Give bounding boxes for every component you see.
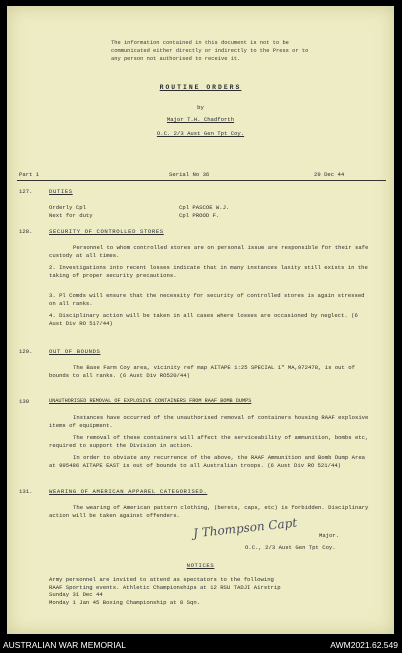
section-131-number: 131.: [19, 488, 33, 495]
archive-footer: [0, 637, 402, 653]
section-128-para-3: 3. Pl Comds will ensure that the necessity for security of controlled stores is again stressed on all ranks.: [49, 292, 365, 307]
archive-reference: AWM2021.62.549: [330, 640, 398, 650]
section-127-number: 127.: [19, 188, 33, 195]
section-130-para-3: In order to obviate any recurrence of the above, the RAAF Ammunition and Bomb Dump Area at 995486 AITAPE EAST is out of bounds to all Australian troops. (6 Aust Div RO 521/44): [49, 454, 366, 469]
section-128-number: 128.: [19, 228, 33, 235]
section-131-heading-text-2: CATEGORISED.: [159, 488, 208, 495]
notices-line-2: RAAF Sporting events. Athletic Championships at 12 RSU TADJI Airstrip: [49, 584, 281, 591]
handwritten-signature: J Thompson Capt: [192, 515, 298, 541]
header-divider: [17, 180, 386, 181]
unit-name: O.C. 2/3 Aust Gen Tpt Coy.: [156, 130, 245, 137]
duty-value-1: Cpl PASCOE W.J.: [179, 204, 230, 211]
notices-line-1: Army personnel are invited to attend as spectators to the following: [49, 576, 274, 583]
duty-value-2: Cpl PROOD F.: [179, 212, 220, 219]
officer-name: Major T.H. Chadforth: [166, 116, 235, 123]
part-label: Part 1: [19, 171, 40, 178]
section-129-para-1: The Base Farm Coy area, vicinity ref map AITAPE 1:25 SPECIAL 1" MA,972478, is out of bounds to all ranks. (6 Aust Div RO520/44): [49, 364, 355, 379]
section-128-para-4: 4. Disciplinary action will be taken in all cases where losses are occasioned by neglect. (6 Aust Div RO 517/44): [49, 312, 358, 327]
archive-name: AUSTRALIAN WAR MEMORIAL: [3, 640, 126, 650]
section-129-number: 129.: [19, 348, 33, 355]
serial-number: Serial No 36: [169, 171, 210, 178]
signature-rank: Major.: [319, 532, 340, 539]
section-130-heading: UNAUTHORISED REMOVAL OF EXPLOSIVE CONTAINERS FROM RAAF BOMB DUMPS: [49, 398, 252, 404]
section-130-para-1: Instances have occurred of the unauthorised removal of containers housing RAAF explosive items of equipment.: [49, 414, 369, 429]
section-128-para-2: 2. Investigations into recent losses indicate that in many instances laxity still exists in the taking of proper security precautions.: [49, 264, 368, 279]
section-129-heading: OUT OF BOUNDS: [49, 348, 101, 355]
notices-line-3: Sunday 31 Dec 44: [49, 591, 103, 598]
section-131-para-1: The wearing of American pattern clothing, (berets, caps, etc) is forbidden. Disciplinary action will be taken against offenders.: [49, 504, 369, 519]
section-131-heading-text: WEARING OF AMERICAN APPAREL: [49, 488, 156, 495]
notices-heading: NOTICES: [186, 562, 215, 569]
section-127-heading: DUTIES: [49, 188, 73, 195]
security-notice: The information contained in this document is not to be communicated either directly or indirectly to the Press or to any person not authorised to receive it.: [111, 40, 309, 62]
order-date: 29 Dec 44: [314, 171, 345, 178]
document-title: ROUTINE ORDERS: [159, 84, 242, 91]
document-page: [7, 6, 394, 634]
signature-unit: O.C., 2/3 Aust Gen Tpt Coy.: [245, 544, 336, 551]
duty-label-2: Next for duty: [49, 212, 93, 219]
duty-label-1: Orderly Cpl: [49, 204, 86, 211]
notices-line-4: Monday 1 Jan 45 Boxing Championship at 8 Sqn.: [49, 599, 201, 606]
section-130-number: 130: [19, 398, 30, 405]
section-131-heading: [49, 488, 207, 496]
section-128-para-1: Personnel to whom controlled stores are on personal issue are responsible for their safe custody at all times.: [49, 244, 369, 259]
section-130-para-2: The removal of these containers will affect the serviceability of ammunition, bombs etc, required to support the Division in action.: [49, 434, 369, 449]
section-128-heading: SECURITY OF CONTROLLED STORES: [49, 228, 164, 235]
by-line: by: [197, 104, 204, 111]
